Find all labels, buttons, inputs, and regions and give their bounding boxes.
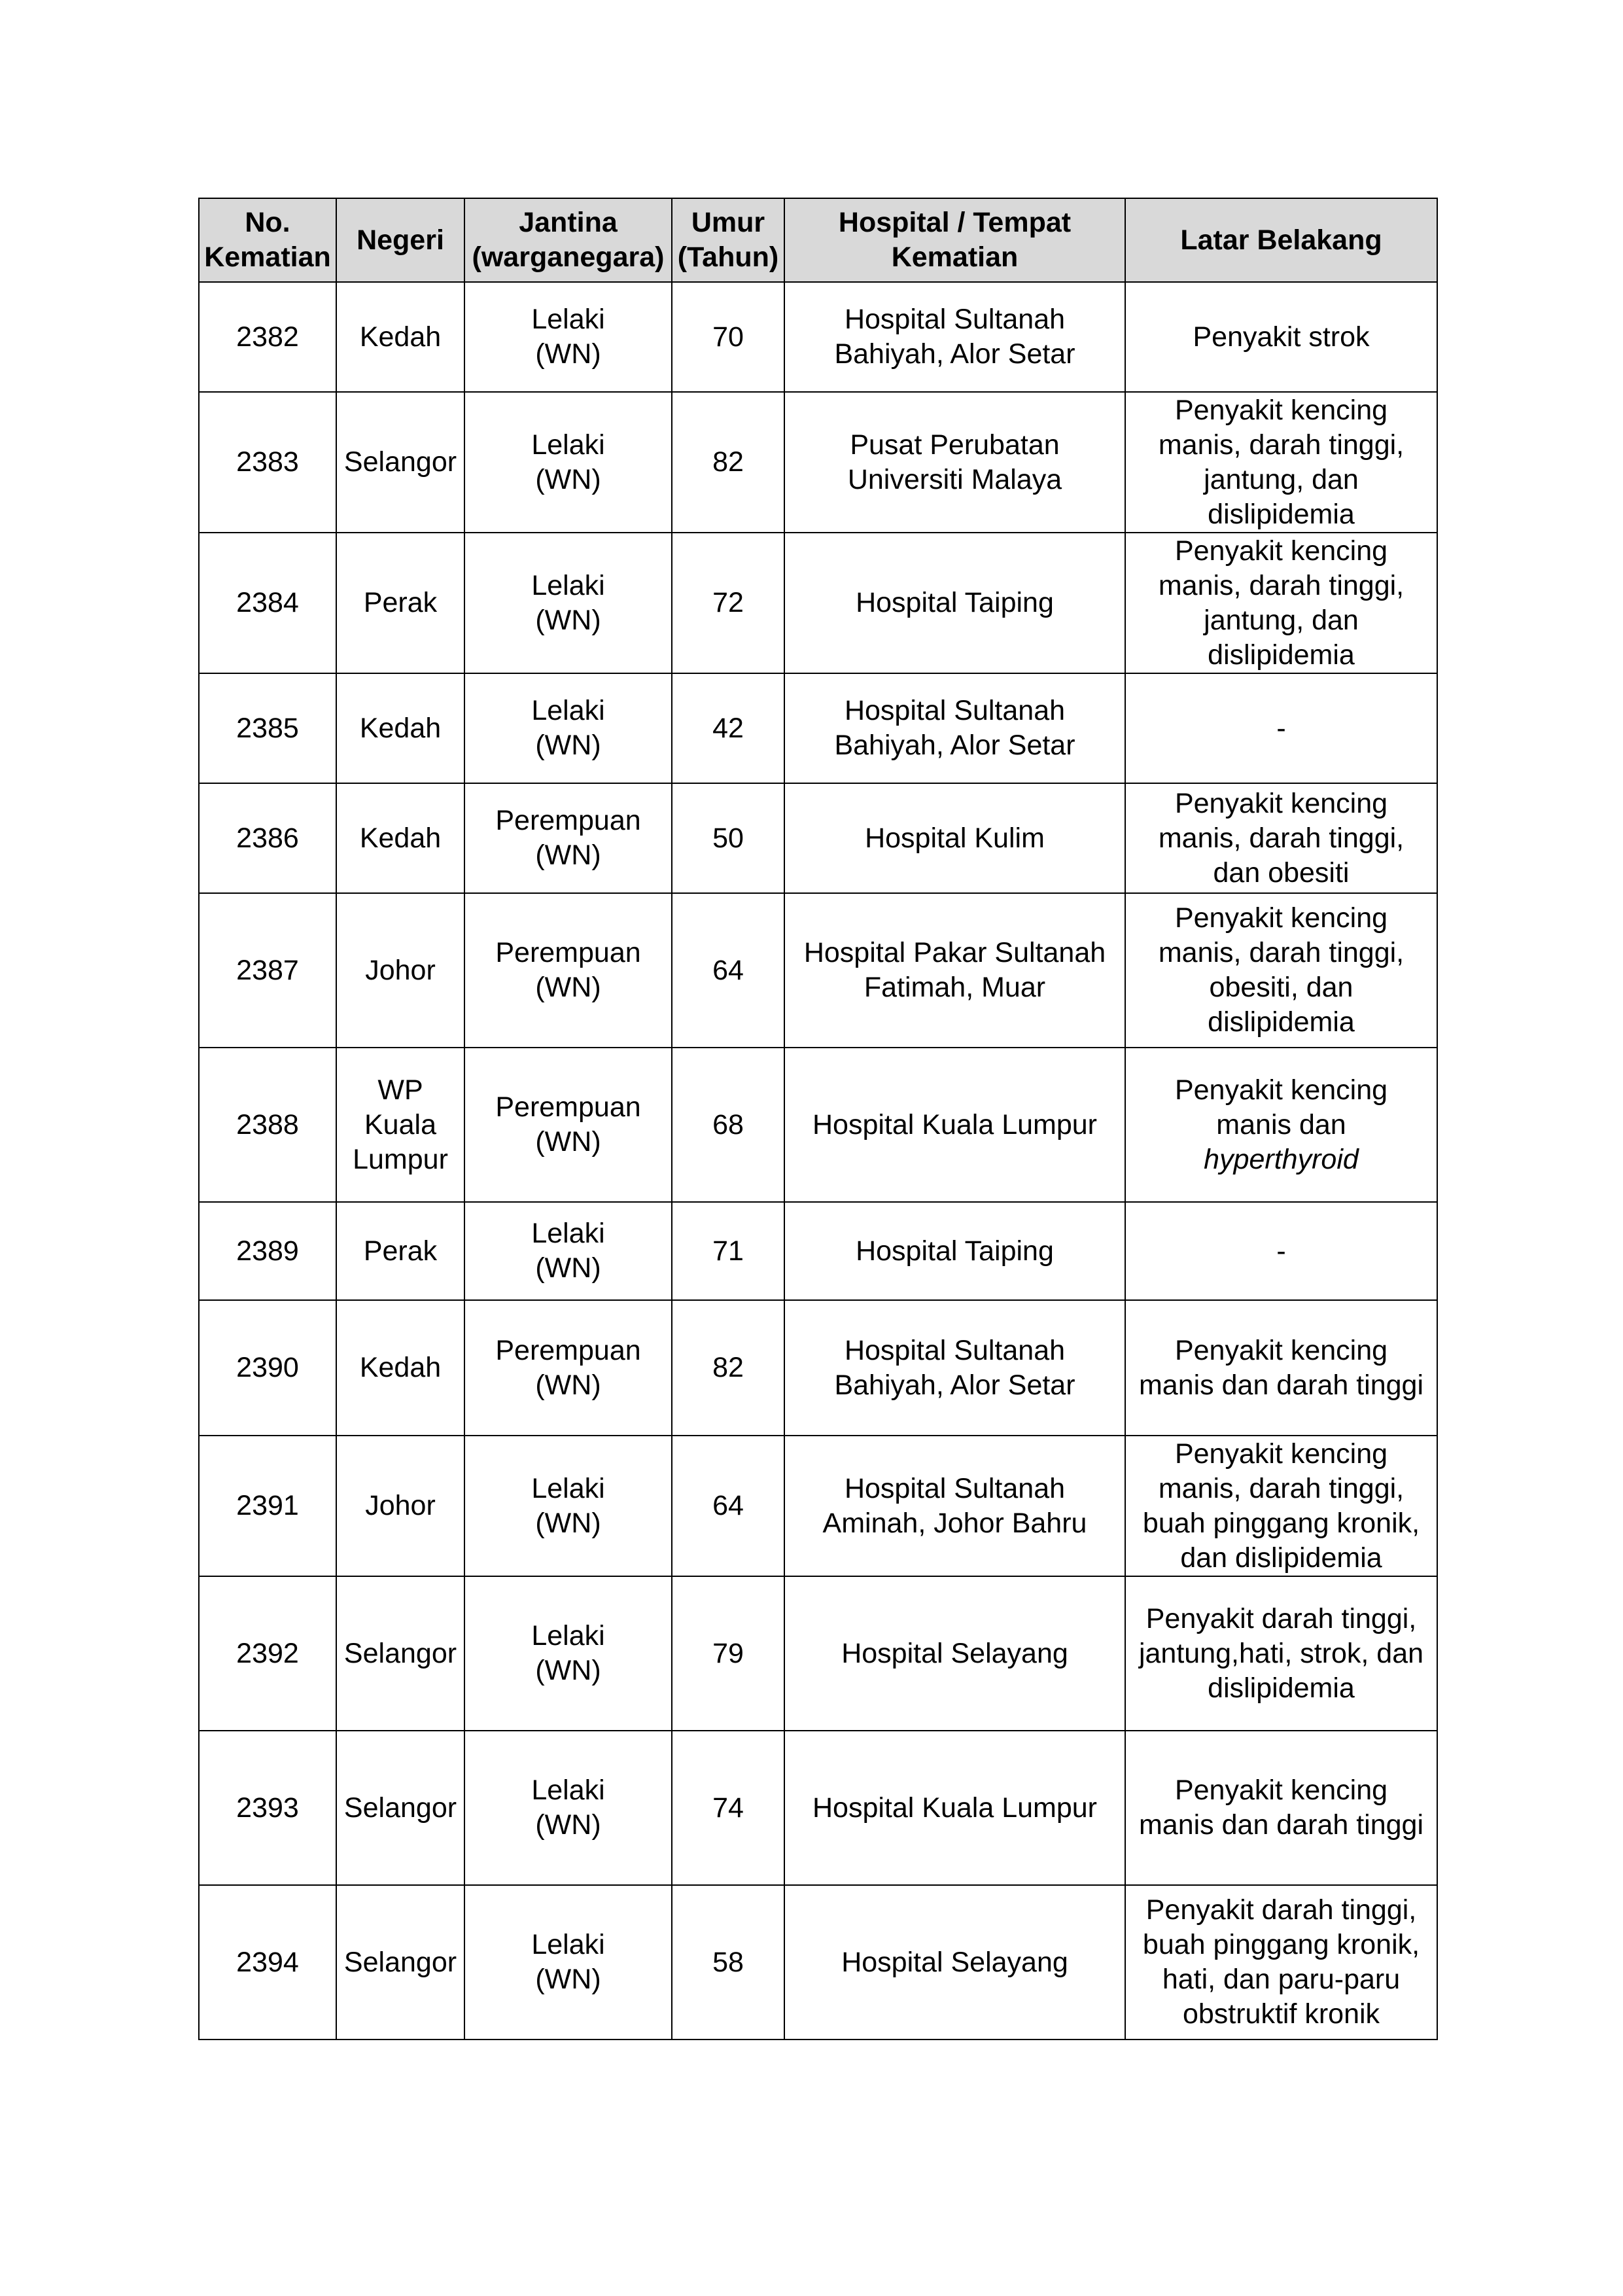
cell-umur: [672, 1048, 784, 1202]
cell-negeri-text: Johor: [365, 954, 436, 986]
cell-umur-text: 70: [712, 321, 744, 353]
cell-jantina-text: Lelaki (WN): [531, 429, 605, 495]
table-row: [199, 893, 1437, 1048]
cell-latar-belakang: [1125, 783, 1437, 893]
cell-jantina: [464, 282, 672, 392]
cell-jantina: [464, 1885, 672, 2040]
cell-jantina-text: Lelaki (WN): [531, 1472, 605, 1539]
cell-no-kematian-text: 2385: [236, 712, 299, 744]
cell-no-kematian-text: 2386: [236, 822, 299, 854]
cell-no-kematian-text: 2391: [236, 1490, 299, 1521]
death-report-table: [198, 198, 1438, 2040]
table-row: [199, 1436, 1437, 1576]
cell-latar-belakang: [1125, 533, 1437, 673]
cell-jantina-text: Perempuan (WN): [495, 805, 641, 871]
cell-jantina: [464, 1731, 672, 1885]
cell-umur-text: 68: [712, 1108, 744, 1140]
cell-no-kematian-text: 2392: [236, 1637, 299, 1669]
cell-umur: [672, 1436, 784, 1576]
cell-negeri: [336, 1048, 464, 1202]
cell-jantina-text: Perempuan (WN): [495, 1091, 641, 1157]
cell-negeri: [336, 893, 464, 1048]
cell-hospital: [784, 533, 1125, 673]
cell-jantina: [464, 1048, 672, 1202]
cell-umur: [672, 282, 784, 392]
table-row: [199, 1885, 1437, 2040]
cell-hospital-text: Hospital Sultanah Aminah, Johor Bahru: [822, 1472, 1087, 1539]
cell-no-kematian: [199, 1300, 336, 1436]
cell-latar-belakang: [1125, 1731, 1437, 1885]
cell-umur: [672, 1576, 784, 1731]
cell-no-kematian-text: 2387: [236, 954, 299, 986]
cell-hospital: [784, 1300, 1125, 1436]
table-row: [199, 533, 1437, 673]
cell-umur: [672, 1731, 784, 1885]
cell-latar-belakang-text: Penyakit kencing manis, darah tinggi, dan obesiti: [1158, 787, 1405, 889]
cell-jantina: [464, 1436, 672, 1576]
cell-negeri-text: Kedah: [359, 321, 442, 353]
cell-umur: [672, 1885, 784, 2040]
header-negeri: Negeri: [336, 198, 464, 282]
cell-no-kematian: [199, 1576, 336, 1731]
cell-umur: [672, 783, 784, 893]
cell-no-kematian-text: 2393: [236, 1792, 299, 1824]
cell-hospital: [784, 1576, 1125, 1731]
cell-negeri-text: Selangor: [343, 446, 457, 478]
cell-latar-belakang: [1125, 673, 1437, 783]
cell-no-kematian: [199, 1202, 336, 1300]
cell-no-kematian-text: 2389: [236, 1235, 299, 1267]
cell-hospital-text: Hospital Selayang: [841, 1637, 1068, 1669]
cell-jantina: [464, 533, 672, 673]
cell-negeri: [336, 1885, 464, 2040]
cell-umur: [672, 893, 784, 1048]
cell-hospital-text: Hospital Sultanah Bahiyah, Alor Setar: [834, 304, 1075, 370]
cell-umur-text: 82: [712, 1352, 744, 1383]
cell-latar-belakang-text: Penyakit kencing manis dan: [1174, 1074, 1388, 1140]
cell-latar-belakang: [1125, 282, 1437, 392]
cell-latar-belakang-text: Penyakit darah tinggi, buah pinggang kronik, hati, dan paru-paru obstruktif kronik: [1142, 1894, 1420, 2030]
cell-negeri: [336, 1576, 464, 1731]
cell-negeri-text: Kedah: [359, 1352, 442, 1383]
cell-latar-belakang: [1125, 392, 1437, 533]
cell-latar-belakang-text: Penyakit kencing manis dan darah tinggi: [1138, 1334, 1424, 1401]
table-row: [199, 1731, 1437, 1885]
cell-hospital-text: Hospital Sultanah Bahiyah, Alor Setar: [834, 695, 1075, 761]
cell-negeri: [336, 282, 464, 392]
cell-no-kematian-text: 2388: [236, 1108, 299, 1140]
cell-hospital-text: Hospital Pakar Sultanah Fatimah, Muar: [803, 937, 1106, 1003]
cell-latar-belakang: [1125, 1885, 1437, 2040]
cell-hospital-text: Hospital Selayang: [841, 1946, 1068, 1978]
cell-jantina: [464, 392, 672, 533]
cell-umur: [672, 392, 784, 533]
cell-hospital-text: Hospital Kuala Lumpur: [812, 1792, 1098, 1824]
cell-hospital: [784, 392, 1125, 533]
cell-hospital: [784, 1731, 1125, 1885]
cell-jantina: [464, 1300, 672, 1436]
cell-hospital-text: Hospital Taiping: [856, 1235, 1054, 1267]
cell-negeri-text: Selangor: [343, 1637, 457, 1669]
cell-latar-belakang-text: Penyakit darah tinggi, jantung,hati, strok, dan dislipidemia: [1138, 1602, 1424, 1704]
cell-latar-belakang: [1125, 893, 1437, 1048]
cell-hospital: [784, 1885, 1125, 2040]
cell-negeri: [336, 392, 464, 533]
table-row: [199, 673, 1437, 783]
header-latar-belakang: Latar Belakang: [1125, 198, 1437, 282]
cell-no-kematian: [199, 1885, 336, 2040]
cell-latar-belakang-italic-text: hyperthyroid: [1204, 1143, 1359, 1175]
cell-negeri-text: Johor: [365, 1490, 436, 1521]
table-row: [199, 392, 1437, 533]
table-row: [199, 783, 1437, 893]
table-row: [199, 1202, 1437, 1300]
cell-umur-text: 79: [712, 1637, 744, 1669]
table-body: [199, 282, 1437, 2040]
cell-no-kematian-text: 2383: [236, 446, 299, 478]
cell-jantina-text: Lelaki (WN): [531, 1775, 605, 1841]
cell-latar-belakang-text: -: [1276, 712, 1286, 744]
cell-latar-belakang-text: Penyakit strok: [1193, 321, 1370, 353]
cell-jantina: [464, 893, 672, 1048]
cell-latar-belakang-text: Penyakit kencing manis dan darah tinggi: [1138, 1775, 1424, 1841]
cell-no-kematian-text: 2382: [236, 321, 299, 353]
cell-no-kematian: [199, 893, 336, 1048]
cell-no-kematian: [199, 1436, 336, 1576]
cell-negeri: [336, 673, 464, 783]
cell-negeri-text: Perak: [363, 587, 438, 618]
cell-negeri: [336, 1731, 464, 1885]
cell-jantina: [464, 783, 672, 893]
cell-no-kematian-text: 2384: [236, 587, 299, 618]
cell-umur-text: 74: [712, 1792, 744, 1824]
cell-negeri: [336, 1300, 464, 1436]
cell-hospital: [784, 673, 1125, 783]
table-row: [199, 1048, 1437, 1202]
cell-hospital: [784, 1436, 1125, 1576]
cell-negeri: [336, 1436, 464, 1576]
cell-umur-text: 72: [712, 587, 744, 618]
cell-no-kematian-text: 2390: [236, 1352, 299, 1383]
cell-latar-belakang: [1125, 1048, 1437, 1202]
cell-latar-belakang: [1125, 1300, 1437, 1436]
cell-negeri-text: Perak: [363, 1235, 438, 1267]
cell-latar-belakang: [1125, 1576, 1437, 1731]
cell-hospital: [784, 1202, 1125, 1300]
cell-hospital: [784, 893, 1125, 1048]
cell-no-kematian: [199, 533, 336, 673]
cell-latar-belakang-text: Penyakit kencing manis, darah tinggi, buah pinggang kronik, dan dislipidemia: [1142, 1438, 1420, 1574]
cell-jantina: [464, 1576, 672, 1731]
cell-jantina: [464, 673, 672, 783]
header-umur: Umur (Tahun): [672, 198, 784, 282]
cell-umur-text: 82: [712, 446, 744, 478]
cell-negeri-text: WP Kuala Lumpur: [353, 1074, 448, 1175]
cell-hospital-text: Hospital Sultanah Bahiyah, Alor Setar: [834, 1334, 1075, 1401]
header-hospital: Hospital / Tempat Kematian: [784, 198, 1125, 282]
cell-negeri-text: Kedah: [359, 712, 442, 744]
cell-negeri-text: Kedah: [359, 822, 442, 854]
cell-jantina-text: Perempuan (WN): [495, 937, 641, 1003]
cell-umur-text: 71: [712, 1235, 744, 1267]
cell-jantina-text: Lelaki (WN): [531, 1929, 605, 1995]
cell-jantina-text: Lelaki (WN): [531, 695, 605, 761]
cell-negeri-text: Selangor: [343, 1792, 457, 1824]
cell-no-kematian: [199, 783, 336, 893]
cell-latar-belakang-text: -: [1276, 1235, 1286, 1267]
header-jantina: Jantina (warganegara): [464, 198, 672, 282]
cell-latar-belakang-text: Penyakit kencing manis, darah tinggi, jantung, dan dislipidemia: [1158, 394, 1405, 530]
cell-umur: [672, 533, 784, 673]
cell-latar-belakang: [1125, 1436, 1437, 1576]
cell-jantina-text: Lelaki (WN): [531, 1620, 605, 1686]
cell-hospital: [784, 1048, 1125, 1202]
cell-latar-belakang-text: Penyakit kencing manis, darah tinggi, jantung, dan dislipidemia: [1158, 535, 1405, 671]
cell-negeri: [336, 533, 464, 673]
cell-hospital-text: Hospital Kulim: [865, 822, 1045, 854]
cell-hospital-text: Pusat Perubatan Universiti Malaya: [847, 429, 1062, 495]
table-row: [199, 1300, 1437, 1436]
cell-jantina-text: Lelaki (WN): [531, 569, 605, 636]
cell-umur: [672, 1202, 784, 1300]
cell-no-kematian: [199, 1048, 336, 1202]
header-no-kematian: No. Kematian: [199, 198, 336, 282]
cell-jantina-text: Lelaki (WN): [531, 304, 605, 370]
cell-negeri: [336, 783, 464, 893]
cell-umur-text: 50: [712, 822, 744, 854]
cell-no-kematian: [199, 282, 336, 392]
cell-umur-text: 58: [712, 1946, 744, 1978]
cell-negeri: [336, 1202, 464, 1300]
cell-hospital: [784, 783, 1125, 893]
cell-no-kematian: [199, 673, 336, 783]
cell-umur-text: 64: [712, 954, 744, 986]
cell-umur: [672, 1300, 784, 1436]
cell-hospital: [784, 282, 1125, 392]
cell-umur-text: 64: [712, 1490, 744, 1521]
cell-jantina-text: Lelaki (WN): [531, 1218, 605, 1284]
cell-negeri-text: Selangor: [343, 1946, 457, 1978]
cell-latar-belakang-text: Penyakit kencing manis, darah tinggi, obesiti, dan dislipidemia: [1158, 902, 1405, 1038]
table-header-row: [199, 198, 1437, 282]
table-row: [199, 282, 1437, 392]
cell-jantina: [464, 1202, 672, 1300]
cell-hospital-text: Hospital Kuala Lumpur: [812, 1108, 1098, 1140]
cell-hospital-text: Hospital Taiping: [856, 587, 1054, 618]
cell-umur-text: 42: [712, 712, 744, 744]
cell-latar-belakang: [1125, 1202, 1437, 1300]
cell-no-kematian: [199, 392, 336, 533]
cell-jantina-text: Perempuan (WN): [495, 1334, 641, 1401]
cell-no-kematian: [199, 1731, 336, 1885]
cell-no-kematian-text: 2394: [236, 1946, 299, 1978]
table-row: [199, 1576, 1437, 1731]
cell-umur: [672, 673, 784, 783]
